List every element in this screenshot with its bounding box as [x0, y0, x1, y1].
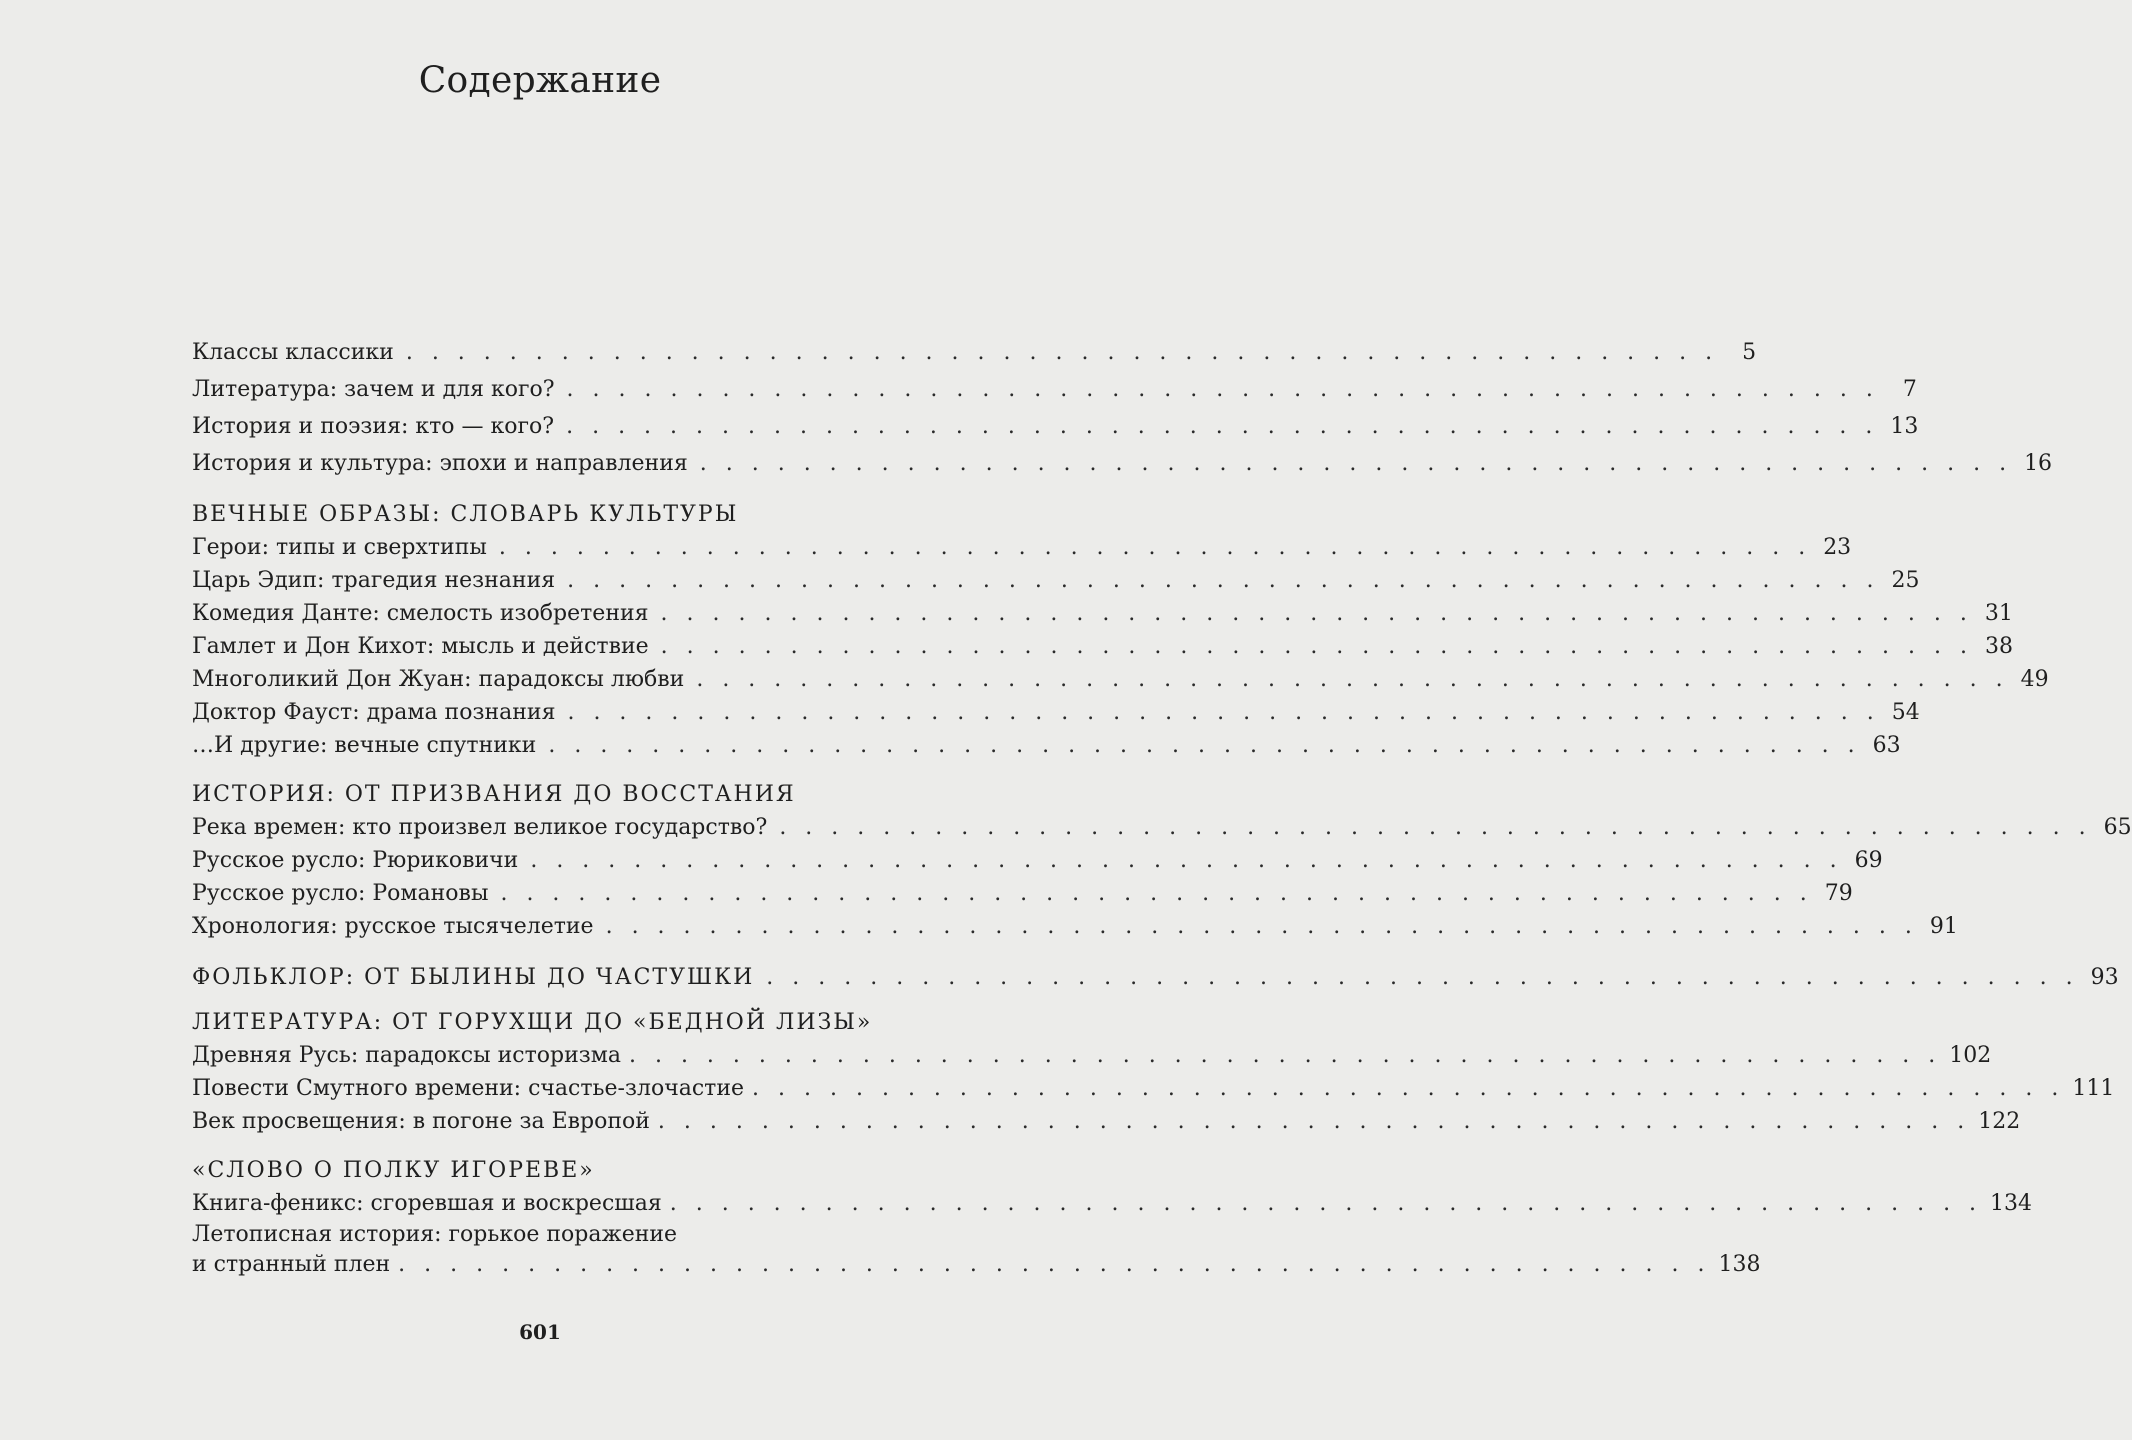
toc-entry[interactable] [192, 910, 1958, 943]
toc-entry-label: Древняя Русь: парадоксы историзма [192, 1043, 621, 1068]
leader-dots: . . . . . . . . . . . . . . . . . . . . . . . . . . . . . . . . . . . . . . . . . . . . . . . . . . . [699, 451, 2013, 476]
leader-dots: . . . . . . . . . . . . . . . . . . . . . . . . . . . . . . . . . . . . . . . . . . . . . . . . . . . [498, 535, 1812, 560]
toc-entry-line2 [192, 1250, 1761, 1280]
toc-entry-page: 79 [1824, 881, 1853, 906]
toc-entry-label: Книга-феникс: сгоревшая и воскресшая [192, 1191, 662, 1216]
toc-entry-page: 65 [2103, 815, 2132, 840]
toc-entry[interactable] [192, 445, 2053, 482]
toc-entry[interactable] [192, 877, 1853, 910]
leader-dots: . . . . . . . . . . . . . . . . . . . . . . . . . . . . . . . . . . . . . . . . . . . . . . . . . . . [548, 733, 1861, 758]
intro-group [192, 334, 2053, 482]
toc-entry[interactable] [192, 334, 1757, 371]
toc-entry[interactable] [192, 1039, 1992, 1072]
leader-dots: . . . . . . . . . . . . . . . . . . . . . . . . . . . . . . . . . . . . . . . . . . . . . . . . . . . [660, 601, 1973, 626]
toc-entry-label: …И другие: вечные спутники [192, 733, 537, 758]
section-history [192, 778, 2132, 943]
toc-entry-page: 134 [1990, 1191, 2033, 1216]
leader-dots: . . . . . . . . . . . . . . . . . . . . . . . . . . . . . . . . . . . . . . . . . . . . . . . . . . . [628, 1043, 1942, 1068]
toc-entry-label: Русское русло: Рюриковичи [192, 848, 519, 873]
toc-entry-page: 54 [1891, 700, 1920, 725]
page-title: Содержание [418, 60, 662, 101]
toc-entry-page: 31 [1984, 601, 2013, 626]
toc-entry-label: Царь Эдип: трагедия незнания [192, 568, 556, 593]
toc-entry-page: 111 [2072, 1076, 2115, 1101]
section-literature [192, 1006, 2115, 1138]
toc-entry-label: Классы классики [192, 340, 394, 365]
toc-entry[interactable] [192, 811, 2132, 844]
toc-entry-label: Река времен: кто произвел великое государство? [192, 815, 768, 840]
toc-entry[interactable] [192, 844, 1883, 877]
toc-entry-page: 102 [1949, 1043, 1992, 1068]
toc-entry-page: 13 [1890, 414, 1919, 439]
toc-entry[interactable] [192, 564, 1920, 597]
toc-entry-page: 69 [1854, 848, 1883, 873]
toc-entry[interactable] [192, 371, 1917, 408]
toc-entry[interactable] [192, 597, 2013, 630]
toc-entry-label: Русское русло: Романовы [192, 881, 489, 906]
table-of-contents [192, 334, 2132, 1280]
section-igor-tale [192, 1154, 2033, 1280]
toc-entry[interactable] [192, 531, 1852, 564]
toc-entry-label: Хронология: русское тысячелетие [192, 914, 594, 939]
page-number: 601 [519, 1320, 561, 1344]
toc-entry[interactable] [192, 1187, 2033, 1220]
toc-entry-label: Комедия Данте: смелость изобретения [192, 601, 649, 626]
toc-entry-page: 63 [1872, 733, 1901, 758]
toc-entry-label: Герои: типы и сверхтипы [192, 535, 487, 560]
toc-entry[interactable] [192, 408, 1919, 445]
toc-entry[interactable] [192, 1105, 2021, 1138]
leader-dots: . . . . . . . . . . . . . . . . . . . . . . . . . . . . . . . . . . . . . . . . . . . . . . . . . . . [567, 568, 1880, 593]
leader-dots: . . . . . . . . . . . . . . . . . . . . . . . . . . . . . . . . . . . . . . . . . . . . . . . . . . . [405, 340, 1719, 365]
leader-dots: . . . . . . . . . . . . . . . . . . . . . . . . . . . . . . . . . . . . . . . . . . . . . . . . . . . [398, 1252, 1711, 1277]
leader-dots: . . . . . . . . . . . . . . . . . . . . . . . . . . . . . . . . . . . . . . . . . . . . . . . . . . . [752, 1076, 2065, 1101]
leader-dots: . . . . . . . . . . . . . . . . . . . . . . . . . . . . . . . . . . . . . . . . . . . . . . . . . . . [530, 848, 1843, 873]
leader-dots: . . . . . . . . . . . . . . . . . . . . . . . . . . . . . . . . . . . . . . . . . . . . . . . . . . . [605, 914, 1918, 939]
leader-dots: . . . . . . . . . . . . . . . . . . . . . . . . . . . . . . . . . . . . . . . . . . . . . . . . . . . [657, 1109, 1971, 1134]
toc-entry-page: 91 [1929, 914, 1958, 939]
toc-entry-label: История и поэзия: кто — кого? [192, 414, 555, 439]
toc-entry-label: Литература: зачем и для кого? [192, 377, 555, 402]
toc-entry-page: 5 [1742, 340, 1757, 365]
leader-dots: . . . . . . . . . . . . . . . . . . . . . . . . . . . . . . . . . . . . . . . . . . . . . . . . . . . [660, 634, 1973, 659]
toc-entry-page: 25 [1891, 568, 1920, 593]
section-heading: ВЕЧНЫЕ ОБРАЗЫ: СЛОВАРЬ КУЛЬТУРЫ [192, 502, 739, 527]
toc-entry-page: 16 [2024, 451, 2053, 476]
toc-entry-label: Доктор Фауст: драма познания [192, 700, 556, 725]
toc-entry-page: 38 [1984, 634, 2013, 659]
leader-dots: . . . . . . . . . . . . . . . . . . . . . . . . . . . . . . . . . . . . . . . . . . . . . . . . . . . [500, 881, 1813, 906]
toc-entry-label: История и культура: эпохи и направления [192, 451, 688, 476]
toc-entry[interactable] [192, 696, 1920, 729]
toc-entry[interactable] [192, 729, 1901, 762]
toc-entry[interactable] [192, 1072, 2115, 1105]
section-heading: ЛИТЕРАТУРА: ОТ ГОРУХЩИ ДО «БЕДНОЙ ЛИЗЫ» [192, 1010, 873, 1035]
toc-entry[interactable] [192, 630, 2013, 663]
section-heading: «СЛОВО О ПОЛКУ ИГОРЕВЕ» [192, 1158, 595, 1183]
toc-entry[interactable] [192, 663, 2049, 696]
section-heading: ИСТОРИЯ: ОТ ПРИЗВАНИЯ ДО ВОССТАНИЯ [192, 782, 796, 807]
leader-dots: . . . . . . . . . . . . . . . . . . . . . . . . . . . . . . . . . . . . . . . . . . . . . . . . . . . [766, 965, 2079, 990]
section-folklore[interactable] [192, 961, 2119, 994]
section-eternal-images [192, 498, 2049, 762]
toc-entry-label-line1: Летописная история: горькое поражение [192, 1222, 678, 1247]
toc-entry-label: Гамлет и Дон Кихот: мысль и действие [192, 634, 649, 659]
leader-dots: . . . . . . . . . . . . . . . . . . . . . . . . . . . . . . . . . . . . . . . . . . . . . . . . . . . [669, 1191, 1983, 1216]
toc-entry-page: 49 [2020, 667, 2049, 692]
toc-entry-page: 122 [1978, 1109, 2021, 1134]
toc-entry-label: Многоликий Дон Жуан: парадоксы любви [192, 667, 685, 692]
leader-dots: . . . . . . . . . . . . . . . . . . . . . . . . . . . . . . . . . . . . . . . . . . . . . . . . . . . [566, 377, 1879, 402]
toc-entry-page: 7 [1902, 377, 1917, 402]
toc-entry-label: Повести Смутного времени: счастье-злочастие [192, 1076, 745, 1101]
toc-entry-multiline[interactable] [192, 1220, 1761, 1280]
leader-dots: . . . . . . . . . . . . . . . . . . . . . . . . . . . . . . . . . . . . . . . . . . . . . . . . . . . [567, 700, 1880, 725]
leader-dots: . . . . . . . . . . . . . . . . . . . . . . . . . . . . . . . . . . . . . . . . . . . . . . . . . . . [696, 667, 2009, 692]
leader-dots: . . . . . . . . . . . . . . . . . . . . . . . . . . . . . . . . . . . . . . . . . . . . . . . . . . . [566, 414, 1879, 439]
toc-entry-label: Век просвещения: в погоне за Европой [192, 1109, 650, 1134]
section-heading: ФОЛЬКЛОР: ОТ БЫЛИНЫ ДО ЧАСТУШКИ [192, 965, 755, 990]
toc-entry-page: 138 [1718, 1252, 1761, 1277]
toc-entry-page: 93 [2090, 965, 2119, 990]
toc-entry-label-line2: и странный плен [192, 1252, 391, 1277]
leader-dots: . . . . . . . . . . . . . . . . . . . . . . . . . . . . . . . . . . . . . . . . . . . . . . . . . . . [779, 815, 2092, 840]
toc-entry-page: 23 [1823, 535, 1852, 560]
